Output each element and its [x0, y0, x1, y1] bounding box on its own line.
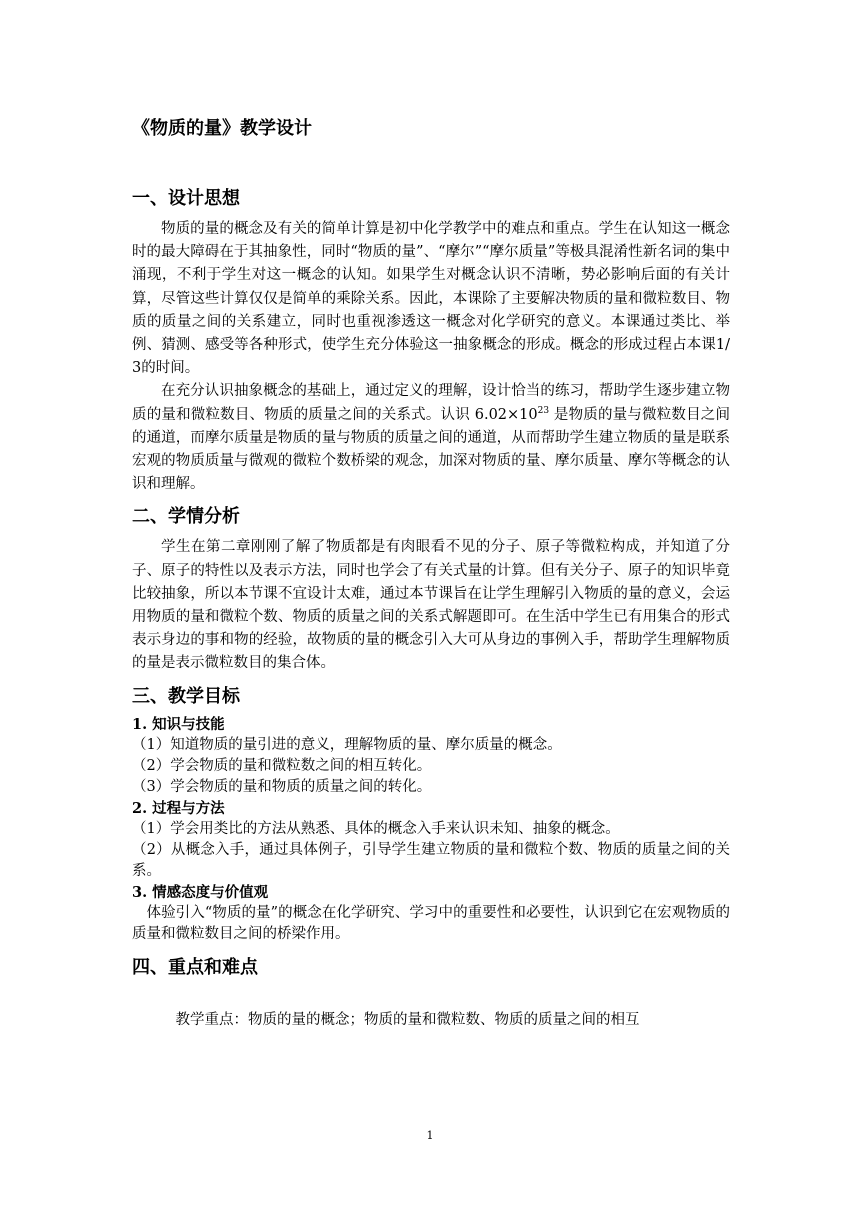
section-heading-teaching-goals: 三、教学目标: [132, 685, 240, 707]
goal-item: （1）知道物质的量引进的意义，理解物质的量、摩尔质量的概念。: [132, 736, 562, 753]
section-heading-design-idea: 一、设计思想: [132, 188, 240, 209]
goal-item: （3）学会物质的量和物质的质量之间的转化。: [132, 778, 432, 795]
paragraph-text-after: 是物质的量与微粒数目之间的通道，而摩尔质量是物质的量与物质的质量之间的通道，从而帮助学生建立物质的量是联系宏观的物质质量与微观的微粒个数桥梁的观念，加深对物质的量、摩尔质量、摩尔等概念的认识和理解。: [132, 406, 730, 493]
goal-label-attitudes-values: 3. 情感态度与价值观: [132, 883, 269, 901]
page-number: 1: [426, 1129, 434, 1142]
paragraph-learner-analysis: 学生在第二章刚刚了解了物质都是有肉眼看不见的分子、原子等微粒构成，并知道了分子、原子的特性以及表示方法，同时也学会了有关式量的计算。但有关分子、原子的知识毕竟比较抽象，所以本节课不宜设计太难，通过本节课旨在让学生理解引入物质的量的意义，会运用物质的量和微粒个数、物质的质量之间的关系式解题即可。在生活中学生已有用集合的形式表示身边的事和物的经验，故物质的量的概念引入大可从身边的事例入手，帮助学生理解物质的量是表示微粒数目的集合体。: [132, 539, 730, 672]
goal-item: 体验引入“物质的量”的概念在化学研究、学习中的重要性和必要性，认识到它在宏观物质的质量和微粒数目之间的桥梁作用。: [132, 904, 730, 942]
section-heading-key-difficult-points: 四、重点和难点: [132, 956, 258, 978]
paragraph-design-idea-1: 物质的量的概念及有关的简单计算是初中化学教学中的难点和重点。学生在认知这一概念时的最大障碍在于其抽象性，同时“物质的量”、“摩尔”“摩尔质量”等极具混淆性新名词的集中涌现，不利于学生对这一概念的认知。如果学生对概念认识不清晰，势必影响后面的有关计算，尽管这些计算仅仅是简单的乘除关系。因此，本课除了主要解决物质的量和微粒数目、物质的质量之间的关系建立，同时也重视渗透这一概念对化学研究的意义。本课通过类比、举例、猜测、感受等各种形式，使学生充分体验这一抽象概念的形成。概念的形成过程占本课1/3的时间。: [132, 221, 730, 377]
goal-item: （2）学会物质的量和微粒数之间的相互转化。: [132, 757, 432, 774]
document-body: [132, 116, 730, 1032]
paragraph-key-points: 教学重点：物质的量的概念；物质的量和微粒数、物质的质量之间的相互: [175, 1011, 640, 1028]
paragraph-text-before: 在充分认识抽象概念的基础上，通过定义的理解，设计恰当的练习，帮助学生逐步建立物质的量和微粒数目、物质的质量之间的关系式。认识 6.02×10: [132, 383, 730, 423]
spacer: [132, 987, 730, 1009]
paragraph-design-idea-2: [132, 380, 730, 496]
goal-label-knowledge-skills: 1. 知识与技能: [132, 715, 225, 733]
goal-item: （2）从概念入手，通过具体例子，引导学生建立物质的量和微粒个数、物质的质量之间的关系。: [132, 841, 730, 879]
goal-label-process-methods: 2. 过程与方法: [132, 799, 225, 817]
document-title: 《物质的量》教学设计: [132, 118, 312, 139]
goal-item: （1）学会用类比的方法从熟悉、具体的概念入手来认识未知、抽象的概念。: [132, 820, 620, 837]
exponent: 23: [537, 405, 550, 416]
section-heading-learner-analysis: 二、学情分析: [132, 506, 240, 528]
